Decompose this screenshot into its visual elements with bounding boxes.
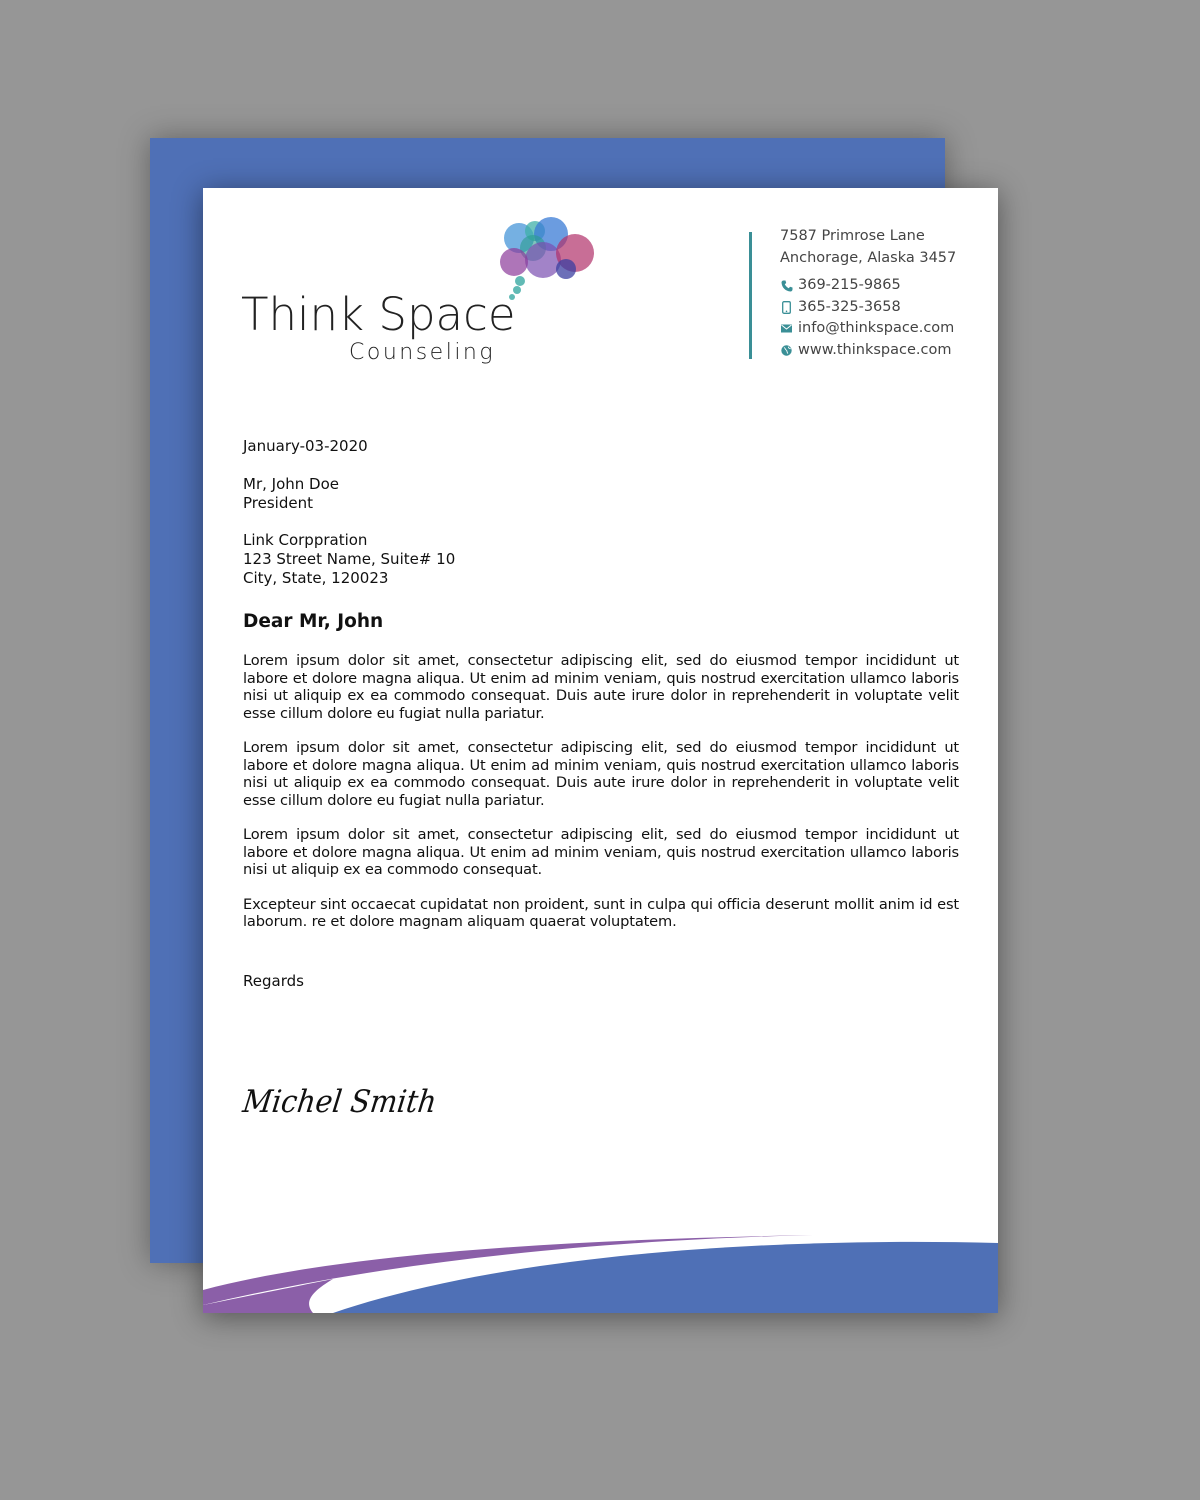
paragraph: Lorem ipsum dolor sit amet, consectetur adipiscing elit, sed do eiusmod tempor incididunt ut labore et dolore magna aliqua. Ut enim ad minim veniam, quis nostrud exercitation ullamco laboris nisi ut aliquip ex ea commodo consequat. [243, 826, 959, 878]
mobile-icon [780, 300, 793, 314]
globe-icon [780, 343, 793, 357]
footer-wave [203, 1223, 998, 1313]
phone-row [780, 275, 956, 297]
company-city: City, State, 120023 [243, 569, 389, 587]
mobile-row [780, 297, 956, 319]
contact-divider [749, 232, 752, 359]
paragraph: Lorem ipsum dolor sit amet, consectetur adipiscing elit, sed do eiusmod tempor incididunt ut labore et dolore magna aliqua. Ut enim ad minim veniam, quis nostrud exercitation ullamco laboris nisi ut aliquip ex ea commodo consequat. Duis aute irure dolor in reprehenderit in voluptate velit esse cillum dolore eu fugiat nulla pariatur. [243, 652, 959, 722]
paragraph: Excepteur sint occaecat cupidatat non proident, sunt in culpa qui officia deserunt mollit anim id est laborum. re et dolore magnam aliquam quaerat voluptatem. [243, 895, 959, 930]
logo-title: Think Space [241, 288, 516, 341]
phone-number: 369-215-9865 [798, 277, 901, 293]
recipient-name: Mr, John Doe [243, 475, 339, 493]
address-line-2: Anchorage, Alaska 3457 [780, 249, 957, 266]
letter-body [243, 436, 959, 991]
logo-subtitle: Counseling [349, 340, 496, 365]
email-icon [780, 322, 793, 336]
company-street: 123 Street Name, Suite# 10 [243, 550, 456, 568]
company-name: Link Corppration [243, 531, 368, 549]
recipient-title: President [243, 494, 313, 512]
contact-block [780, 226, 956, 361]
paragraph: Lorem ipsum dolor sit amet, consectetur adipiscing elit, sed do eiusmod tempor incididunt ut labore et dolore magna aliqua. Ut enim ad minim veniam, quis nostrud exercitation ullamco laboris nisi ut aliquip ex ea commodo consequat. Duis aute irure dolor in reprehenderit in voluptate velit esse cillum dolore eu fugiat nulla pariatur. [243, 739, 959, 809]
mobile-number: 365-325-3658 [798, 298, 901, 315]
closing: Regards [243, 971, 304, 990]
email-row [780, 318, 956, 340]
website-row [780, 340, 956, 362]
email-address: info@thinkspace.com [798, 320, 955, 336]
greeting: Dear Mr, John [243, 611, 384, 632]
recipient-block [243, 475, 959, 513]
letter-date: January-03-2020 [243, 437, 368, 455]
letterhead-page [203, 188, 998, 1313]
signature: Michel Smith [240, 1084, 439, 1120]
phone-icon [780, 279, 793, 293]
address-line-1: 7587 Primrose Lane [780, 228, 925, 244]
website-url: www.thinkspace.com [798, 341, 952, 358]
company-block [243, 531, 959, 588]
